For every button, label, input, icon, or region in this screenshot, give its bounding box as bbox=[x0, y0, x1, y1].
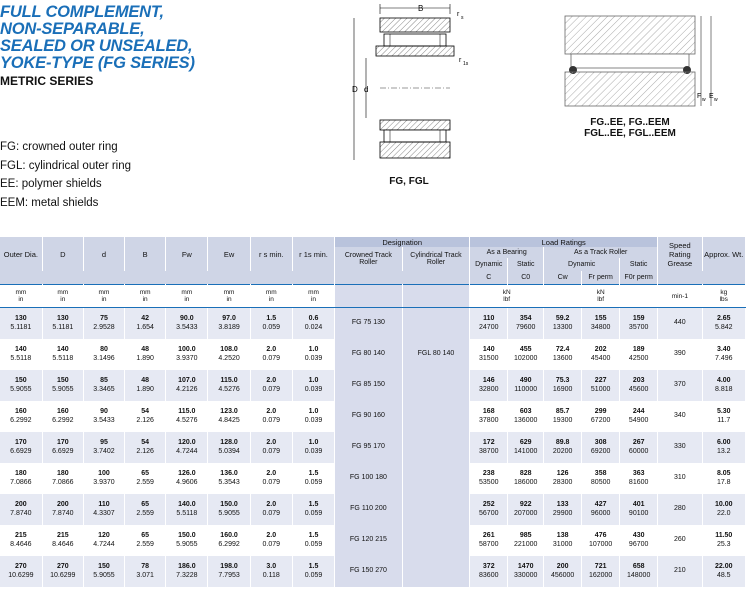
cell-d: 75 2.9528 bbox=[83, 308, 124, 340]
table-row bbox=[0, 401, 746, 432]
header-cylindrical: Cylindrical Track Roller bbox=[402, 247, 470, 271]
cell-rs: 1.5 0.059 bbox=[250, 308, 292, 340]
cell-F0r: 203 45600 bbox=[620, 370, 658, 401]
header-C: C bbox=[470, 271, 508, 285]
cell-B: 78 3.071 bbox=[125, 556, 166, 587]
cell-r1s: 1.5 0.059 bbox=[292, 463, 334, 494]
label-b: B bbox=[418, 4, 424, 13]
cell-wt: 4.00 8.818 bbox=[702, 370, 745, 401]
cell-Fr: 202 45400 bbox=[582, 339, 620, 370]
cell-Cw: 85.7 19300 bbox=[544, 401, 582, 432]
cell-cyl bbox=[402, 525, 470, 556]
cell-d: 120 4.7244 bbox=[83, 525, 124, 556]
cell-F0r: 401 90100 bbox=[620, 494, 658, 525]
cell-wt: 10.00 22.0 bbox=[702, 494, 745, 525]
cell-Cw: 59.2 13300 bbox=[544, 308, 582, 340]
label-rs: r bbox=[457, 11, 460, 18]
cell-d: 150 5.9055 bbox=[83, 556, 124, 587]
cell-cyl bbox=[402, 370, 470, 401]
cell-Fw: 107.0 4.2126 bbox=[166, 370, 208, 401]
header-spacer-3 bbox=[658, 271, 746, 285]
cell-Cw: 200 456000 bbox=[544, 556, 582, 587]
cell-outer: 180 7.0866 bbox=[0, 463, 42, 494]
header-load-ratings: Load Ratings bbox=[470, 237, 658, 247]
cell-F0r: 159 35700 bbox=[620, 308, 658, 340]
cell-Fw: 126.0 4.9606 bbox=[166, 463, 208, 494]
cell-wt: 6.00 13.2 bbox=[702, 432, 745, 463]
cell-F0r: 267 60000 bbox=[620, 432, 658, 463]
cell-Ew: 115.0 4.5276 bbox=[208, 370, 250, 401]
cell-D: 130 5.1181 bbox=[42, 308, 83, 340]
cell-r1s: 1.0 0.039 bbox=[292, 339, 334, 370]
label-ew-sub: w bbox=[714, 97, 718, 103]
cell-r1s: 1.5 0.059 bbox=[292, 556, 334, 587]
unit-cell-kn: kN lbf bbox=[470, 285, 544, 308]
caption-line-2: FGL..EE, FGL..EEM bbox=[584, 128, 676, 139]
cell-D: 150 5.9055 bbox=[42, 370, 83, 401]
cell-C: 140 31500 bbox=[470, 339, 508, 370]
header-as-bearing: As a Bearing bbox=[470, 247, 544, 258]
header-C0: C0 bbox=[508, 271, 544, 285]
unit-cell: mm in bbox=[83, 285, 124, 308]
cell-cyl bbox=[402, 401, 470, 432]
cell-speed: 260 bbox=[658, 525, 702, 556]
cell-d: 90 3.5433 bbox=[83, 401, 124, 432]
cell-d: 100 3.9370 bbox=[83, 463, 124, 494]
cell-speed: 440 bbox=[658, 308, 702, 340]
cell-F0r: 189 42500 bbox=[620, 339, 658, 370]
header-D: D bbox=[42, 237, 83, 271]
cell-C0: 828 186000 bbox=[508, 463, 544, 494]
cell-speed: 390 bbox=[658, 339, 702, 370]
cell-F0r: 363 81600 bbox=[620, 463, 658, 494]
cell-cyl bbox=[402, 308, 470, 340]
cell-D: 180 7.0866 bbox=[42, 463, 83, 494]
cell-outer: 150 5.9055 bbox=[0, 370, 42, 401]
cell-C0: 603 136000 bbox=[508, 401, 544, 432]
cell-C: 252 56700 bbox=[470, 494, 508, 525]
cell-C: 372 83600 bbox=[470, 556, 508, 587]
cell-C: 261 58700 bbox=[470, 525, 508, 556]
cell-Fw: 140.0 5.5118 bbox=[166, 494, 208, 525]
cell-D: 160 6.2992 bbox=[42, 401, 83, 432]
cell-crowned: FG 120 215 bbox=[335, 525, 403, 556]
label-d: d bbox=[364, 85, 369, 94]
cell-C: 110 24700 bbox=[470, 308, 508, 340]
cross-section-diagram-fg-ee bbox=[555, 12, 725, 118]
cell-Ew: 198.0 7.7953 bbox=[208, 556, 250, 587]
cell-F0r: 430 96700 bbox=[620, 525, 658, 556]
cell-B: 48 1.890 bbox=[125, 339, 166, 370]
header-crowned: Crowned Track Roller bbox=[335, 247, 403, 271]
cell-d: 80 3.1496 bbox=[83, 339, 124, 370]
label-rs-sub: s bbox=[461, 15, 464, 21]
cell-Ew: 128.0 5.0394 bbox=[208, 432, 250, 463]
caption-fg-fgl: FG, FGL bbox=[389, 176, 429, 187]
unit-cell: mm in bbox=[292, 285, 334, 308]
title-line-1: FULL COMPLEMENT, bbox=[0, 3, 164, 21]
label-r1s: r bbox=[459, 57, 462, 64]
cell-Fr: 476 107000 bbox=[582, 525, 620, 556]
label-fw: F bbox=[697, 93, 702, 100]
unit-cell-weight: kg lbs bbox=[702, 285, 745, 308]
cell-d: 110 4.3307 bbox=[83, 494, 124, 525]
subtitle: METRIC SERIES bbox=[0, 74, 94, 88]
cell-Fw: 100.0 3.9370 bbox=[166, 339, 208, 370]
cell-wt: 22.00 48.5 bbox=[702, 556, 745, 587]
cell-C: 172 38700 bbox=[470, 432, 508, 463]
cell-Fr: 721 162000 bbox=[582, 556, 620, 587]
cell-speed: 370 bbox=[658, 370, 702, 401]
unit-cell: mm in bbox=[125, 285, 166, 308]
cell-Cw: 72.4 13600 bbox=[544, 339, 582, 370]
header-Fw: Fw bbox=[166, 237, 208, 271]
cell-Fr: 308 69200 bbox=[582, 432, 620, 463]
header-Frperm: Fr perm bbox=[582, 271, 620, 285]
cell-r1s: 0.6 0.024 bbox=[292, 308, 334, 340]
cell-Fw: 90.0 3.5433 bbox=[166, 308, 208, 340]
cell-outer: 170 6.6929 bbox=[0, 432, 42, 463]
cell-r1s: 1.0 0.039 bbox=[292, 370, 334, 401]
header-r1s: r 1s min. bbox=[292, 237, 334, 271]
cell-wt: 2.65 5.842 bbox=[702, 308, 745, 340]
cell-Ew: 150.0 5.9055 bbox=[208, 494, 250, 525]
cell-Fr: 155 34800 bbox=[582, 308, 620, 340]
title-line-4: YOKE-TYPE (FG SERIES) bbox=[0, 54, 195, 72]
cell-C0: 490 110000 bbox=[508, 370, 544, 401]
cell-Ew: 108.0 4.2520 bbox=[208, 339, 250, 370]
legend-fgl: FGL: cylindrical outer ring bbox=[0, 159, 132, 172]
cell-rs: 2.0 0.079 bbox=[250, 463, 292, 494]
cell-rs: 2.0 0.079 bbox=[250, 494, 292, 525]
table-row bbox=[0, 432, 746, 463]
legend-fg: FG: crowned outer ring bbox=[0, 141, 118, 153]
cell-B: 54 2.126 bbox=[125, 432, 166, 463]
cross-section-diagram-fg bbox=[340, 0, 480, 175]
header-outer-dia: Outer Dia. bbox=[0, 237, 42, 271]
label-D: D bbox=[352, 85, 358, 94]
cell-cyl bbox=[402, 432, 470, 463]
header-speed: Speed Rating Grease bbox=[658, 237, 702, 271]
cell-Cw: 138 31000 bbox=[544, 525, 582, 556]
caption-line-1: FG..EE, FG..EEM bbox=[590, 117, 670, 128]
table-row bbox=[0, 339, 746, 370]
cell-C0: 1470 330000 bbox=[508, 556, 544, 587]
header-spacer-2 bbox=[335, 271, 470, 285]
cell-Fw: 186.0 7.3228 bbox=[166, 556, 208, 587]
cell-crowned: FG 95 170 bbox=[335, 432, 403, 463]
header-F0rperm: F0r perm bbox=[620, 271, 658, 285]
cell-C: 238 53500 bbox=[470, 463, 508, 494]
legend-ee: EE: polymer shields bbox=[0, 178, 102, 190]
unit-cell: mm in bbox=[250, 285, 292, 308]
cell-rs: 2.0 0.079 bbox=[250, 432, 292, 463]
unit-cell-kn-track: kN lbf bbox=[544, 285, 658, 308]
cell-rs: 2.0 0.079 bbox=[250, 525, 292, 556]
header-static: Static bbox=[508, 258, 544, 271]
cell-Cw: 133 29900 bbox=[544, 494, 582, 525]
cell-D: 215 8.4646 bbox=[42, 525, 83, 556]
cell-Fr: 427 96000 bbox=[582, 494, 620, 525]
cell-B: 42 1.654 bbox=[125, 308, 166, 340]
cell-r1s: 1.5 0.059 bbox=[292, 525, 334, 556]
cell-rs: 3.0 0.118 bbox=[250, 556, 292, 587]
cell-speed: 330 bbox=[658, 432, 702, 463]
cell-speed: 310 bbox=[658, 463, 702, 494]
header-spacer bbox=[0, 271, 335, 285]
cell-crowned: FG 110 200 bbox=[335, 494, 403, 525]
cell-speed: 210 bbox=[658, 556, 702, 587]
table-row bbox=[0, 370, 746, 401]
header-track-static: Static bbox=[620, 258, 658, 271]
table-row bbox=[0, 556, 746, 587]
header-as-track: As a Track Roller bbox=[544, 247, 658, 258]
header-Cw: Cw bbox=[544, 271, 582, 285]
unit-cell bbox=[402, 285, 470, 308]
header-dynamic: Dynamic bbox=[470, 258, 508, 271]
cell-d: 85 3.3465 bbox=[83, 370, 124, 401]
table-row bbox=[0, 463, 746, 494]
cell-crowned: FG 150 270 bbox=[335, 556, 403, 587]
header-d: d bbox=[83, 237, 124, 271]
cell-wt: 8.05 17.8 bbox=[702, 463, 745, 494]
cell-C0: 922 207000 bbox=[508, 494, 544, 525]
cell-C: 168 37800 bbox=[470, 401, 508, 432]
title-block bbox=[0, 4, 240, 88]
title-line-3: SEALED OR UNSEALED, bbox=[0, 37, 193, 55]
cell-cyl bbox=[402, 556, 470, 587]
cell-outer: 160 6.2992 bbox=[0, 401, 42, 432]
cell-crowned: FG 90 160 bbox=[335, 401, 403, 432]
cell-wt: 5.30 11.7 bbox=[702, 401, 745, 432]
unit-cell: mm in bbox=[208, 285, 250, 308]
cell-B: 54 2.126 bbox=[125, 401, 166, 432]
cell-Fw: 115.0 4.5276 bbox=[166, 401, 208, 432]
cell-crowned: FG 85 150 bbox=[335, 370, 403, 401]
cell-C: 146 32800 bbox=[470, 370, 508, 401]
cell-outer: 130 5.1181 bbox=[0, 308, 42, 340]
cell-crowned: FG 80 140 bbox=[335, 339, 403, 370]
cell-wt: 11.50 25.3 bbox=[702, 525, 745, 556]
header-B: B bbox=[125, 237, 166, 271]
unit-cell: mm in bbox=[166, 285, 208, 308]
cell-C0: 354 79600 bbox=[508, 308, 544, 340]
label-ew: E bbox=[709, 93, 714, 100]
cell-B: 65 2.559 bbox=[125, 463, 166, 494]
cell-outer: 140 5.5118 bbox=[0, 339, 42, 370]
cell-Fr: 299 67200 bbox=[582, 401, 620, 432]
cell-Cw: 75.3 16900 bbox=[544, 370, 582, 401]
cell-D: 200 7.8740 bbox=[42, 494, 83, 525]
header-track-dynamic: Dynamic bbox=[544, 258, 620, 271]
cell-Cw: 89.8 20200 bbox=[544, 432, 582, 463]
cell-outer: 200 7.8740 bbox=[0, 494, 42, 525]
table-row bbox=[0, 494, 746, 525]
caption-fg-ee bbox=[575, 117, 685, 139]
label-r1s-sub: 1s bbox=[463, 61, 469, 67]
cell-speed: 280 bbox=[658, 494, 702, 525]
unit-cell: mm in bbox=[42, 285, 83, 308]
cell-rs: 2.0 0.079 bbox=[250, 370, 292, 401]
table-row bbox=[0, 308, 746, 340]
cell-cyl: FGL 80 140 bbox=[402, 339, 470, 370]
header-designation: Designation bbox=[335, 237, 470, 247]
cell-B: 65 2.559 bbox=[125, 525, 166, 556]
cell-Ew: 97.0 3.8189 bbox=[208, 308, 250, 340]
cell-Cw: 126 28300 bbox=[544, 463, 582, 494]
cell-r1s: 1.0 0.039 bbox=[292, 432, 334, 463]
label-fw-sub: w bbox=[702, 97, 706, 103]
header-Ew: Ew bbox=[208, 237, 250, 271]
cell-d: 95 3.7402 bbox=[83, 432, 124, 463]
cell-D: 270 10.6299 bbox=[42, 556, 83, 587]
title-line-2: NON-SEPARABLE, bbox=[0, 20, 145, 38]
unit-cell bbox=[335, 285, 403, 308]
cell-wt: 3.40 7.496 bbox=[702, 339, 745, 370]
cell-crowned: FG 75 130 bbox=[335, 308, 403, 340]
cell-Ew: 136.0 5.3543 bbox=[208, 463, 250, 494]
cell-C0: 985 221000 bbox=[508, 525, 544, 556]
cell-Fw: 150.0 5.9055 bbox=[166, 525, 208, 556]
cell-B: 48 1.890 bbox=[125, 370, 166, 401]
cell-r1s: 1.0 0.039 bbox=[292, 401, 334, 432]
header-rs: r s min. bbox=[250, 237, 292, 271]
cell-C0: 629 141000 bbox=[508, 432, 544, 463]
cell-Fr: 358 80500 bbox=[582, 463, 620, 494]
cell-rs: 2.0 0.079 bbox=[250, 401, 292, 432]
cell-cyl bbox=[402, 463, 470, 494]
header-weight: Approx. Wt. bbox=[702, 237, 745, 271]
cell-cyl bbox=[402, 494, 470, 525]
cell-Ew: 160.0 6.2992 bbox=[208, 525, 250, 556]
spec-table bbox=[0, 237, 746, 587]
cell-crowned: FG 100 180 bbox=[335, 463, 403, 494]
legend-eem: EEM: metal shields bbox=[0, 196, 99, 209]
cell-Fr: 227 51000 bbox=[582, 370, 620, 401]
cell-F0r: 244 54900 bbox=[620, 401, 658, 432]
cell-outer: 215 8.4646 bbox=[0, 525, 42, 556]
cell-F0r: 658 148000 bbox=[620, 556, 658, 587]
legend bbox=[0, 138, 131, 212]
cell-Fw: 120.0 4.7244 bbox=[166, 432, 208, 463]
unit-cell: mm in bbox=[0, 285, 42, 308]
cell-B: 65 2.559 bbox=[125, 494, 166, 525]
cell-r1s: 1.5 0.059 bbox=[292, 494, 334, 525]
cell-D: 140 5.5118 bbox=[42, 339, 83, 370]
cell-C0: 455 102000 bbox=[508, 339, 544, 370]
table-row bbox=[0, 525, 746, 556]
cell-speed: 340 bbox=[658, 401, 702, 432]
cell-Ew: 123.0 4.8425 bbox=[208, 401, 250, 432]
units-row bbox=[0, 285, 746, 308]
cell-D: 170 6.6929 bbox=[42, 432, 83, 463]
unit-cell-speed: min-1 bbox=[658, 285, 702, 308]
cell-outer: 270 10.6299 bbox=[0, 556, 42, 587]
cell-rs: 2.0 0.079 bbox=[250, 339, 292, 370]
